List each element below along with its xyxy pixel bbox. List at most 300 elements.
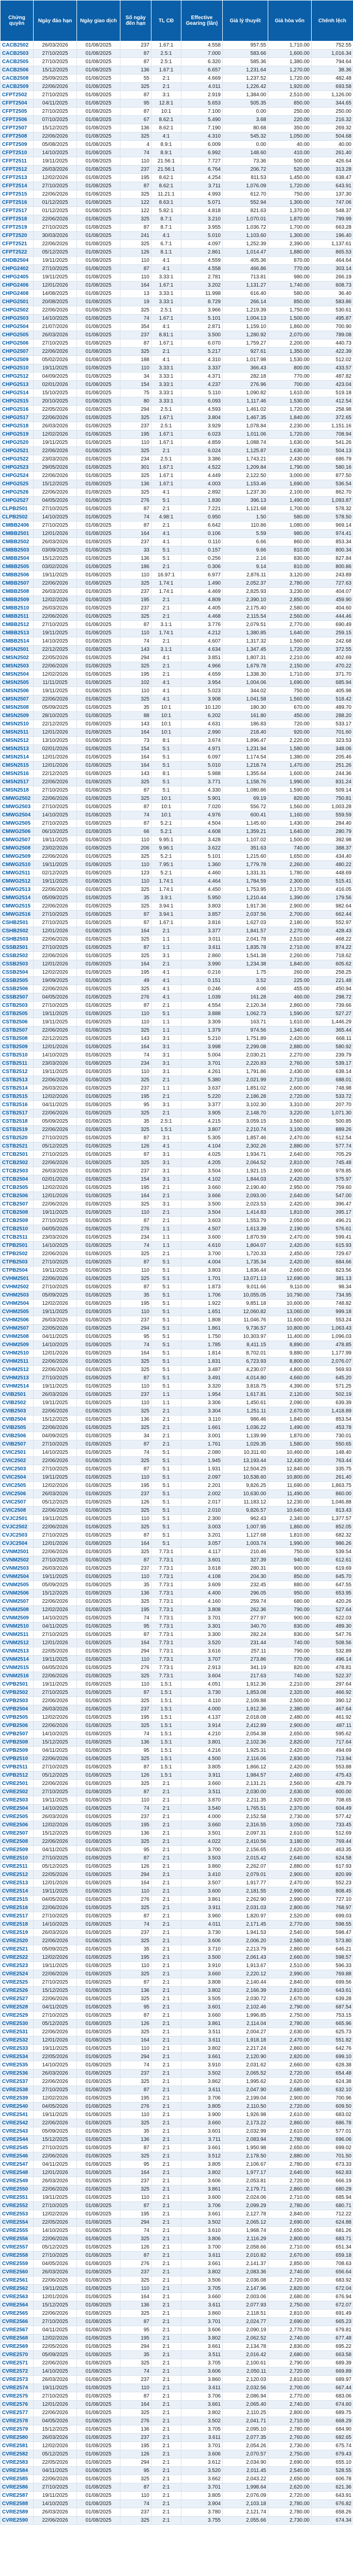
difference-cell: 800.86: [312, 563, 353, 571]
effective-gearing-cell: 2.300: [181, 1515, 223, 1523]
breakeven-price-cell: 2,670.00: [268, 1407, 312, 1416]
maturity-date-cell: 22/06/2026: [34, 1672, 77, 1680]
warrant-code-cell: CVRE2564: [1, 2301, 34, 2310]
maturity-date-cell: 14/10/2025: [34, 1449, 77, 1457]
theoretical-price-cell: 2,047.90: [223, 2086, 268, 2094]
effective-gearing-cell: 3.487: [181, 1366, 223, 1374]
breakeven-price-cell: 750.00: [268, 687, 312, 695]
maturity-date-cell: 02/01/2026: [34, 745, 77, 753]
breakeven-price-cell: 750.00: [268, 1548, 312, 1556]
trade-date-cell: 01/08/2025: [77, 1531, 120, 1540]
difference-cell: 313.28: [312, 166, 353, 174]
warrant-code-cell: CVRE2501: [1, 1780, 34, 1788]
theoretical-price-cell: 8,702.01: [223, 1349, 268, 1358]
maturity-date-cell: 04/05/2026: [34, 2260, 77, 2268]
trade-date-cell: 01/08/2025: [77, 257, 120, 265]
trade-date-cell: 01/08/2025: [77, 1821, 120, 1829]
warrant-code-cell: CVJC2503: [1, 1531, 34, 1540]
trade-date-cell: 01/08/2025: [77, 1714, 120, 1722]
effective-gearing-cell: 3.540: [181, 1805, 223, 1813]
difference-cell: 250.00: [312, 108, 353, 116]
trade-date-cell: 01/08/2025: [77, 1366, 120, 1374]
table-row: [1, 2003, 353, 2012]
effective-gearing-cell: 3.802: [181, 2268, 223, 2276]
difference-cell: 753.15: [312, 2012, 353, 2020]
trade-date-cell: 01/08/2025: [77, 637, 120, 646]
trade-date-cell: 01/08/2025: [77, 2202, 120, 2210]
difference-cell: 628.38: [312, 2061, 353, 2069]
conversion-ratio-cell: 5.2:1: [151, 853, 181, 861]
maturity-date-cell: 22/06/2026: [34, 1076, 77, 1084]
warrant-code-cell: CVHM2502: [1, 1283, 34, 1291]
table-row: [1, 1192, 353, 1200]
maturity-date-cell: 22/06/2026: [34, 1697, 77, 1705]
trade-date-cell: 01/08/2025: [77, 1879, 120, 1887]
table-row: [1, 2409, 353, 2417]
conversion-ratio-cell: 4:1: [151, 985, 181, 993]
theoretical-price-cell: 163.71: [223, 1018, 268, 1026]
days-to-maturity-cell: 276: [120, 2260, 151, 2268]
days-to-maturity-cell: 95: [120, 1622, 151, 1631]
conversion-ratio-cell: 5:1: [151, 786, 181, 795]
days-to-maturity-cell: 325: [120, 886, 151, 894]
days-to-maturity-cell: 325: [120, 613, 151, 621]
maturity-date-cell: 12/02/2026: [34, 969, 77, 977]
conversion-ratio-cell: 2:1: [151, 1424, 181, 1432]
trade-date-cell: 01/08/2025: [77, 2094, 120, 2103]
trade-date-cell: 01/08/2025: [77, 704, 120, 712]
table-row: [1, 2177, 353, 2185]
table-row: [1, 2069, 353, 2078]
warrant-code-cell: CSTB2509: [1, 1043, 34, 1051]
conversion-ratio-cell: 2:1: [151, 2268, 181, 2276]
breakeven-price-cell: 3,100.00: [268, 1126, 312, 1134]
days-to-maturity-cell: 110: [120, 571, 151, 579]
table-row: [1, 1813, 353, 1821]
conversion-ratio-cell: 5:1: [151, 1283, 181, 1291]
breakeven-price-cell: 1,590.00: [268, 1010, 312, 1018]
trade-date-cell: 01/08/2025: [77, 1771, 120, 1780]
breakeven-price-cell: 2,220.00: [268, 737, 312, 745]
trade-date-cell: 01/08/2025: [77, 1275, 120, 1283]
warrant-code-cell: CVRE2580: [1, 2434, 34, 2442]
table-row: [1, 2367, 353, 2376]
conversion-ratio-cell: 1:1: [151, 1233, 181, 1242]
difference-cell: 622.03: [312, 1614, 353, 1622]
warrant-code-cell: CVPB2503: [1, 1697, 34, 1705]
conversion-ratio-cell: 2:1: [151, 2384, 181, 2392]
difference-cell: 280.79: [312, 828, 353, 836]
maturity-date-cell: 27/10/2025: [34, 1531, 77, 1540]
breakeven-price-cell: 2,650.00: [268, 1730, 312, 1738]
conversion-ratio-cell: 5:1: [151, 1358, 181, 1366]
effective-gearing-cell: 3.802: [181, 1987, 223, 1995]
difference-cell: 734.95: [312, 1291, 353, 1300]
conversion-ratio-cell: 2:1: [151, 447, 181, 455]
days-to-maturity-cell: 195: [120, 2094, 151, 2103]
effective-gearing-cell: 3.502: [181, 2417, 223, 2425]
warrant-code-cell: CVRE2514: [1, 1887, 34, 1896]
difference-cell: 663.58: [312, 2351, 353, 2359]
days-to-maturity-cell: 87: [120, 1217, 151, 1225]
table-row: [1, 315, 353, 323]
days-to-maturity-cell: 87: [120, 108, 151, 116]
days-to-maturity-cell: 87: [120, 2318, 151, 2326]
trade-date-cell: 01/08/2025: [77, 1656, 120, 1664]
days-to-maturity-cell: 126: [120, 2243, 151, 2252]
days-to-maturity-cell: 110: [120, 1796, 151, 1805]
conversion-ratio-cell: 2:1: [151, 2161, 181, 2169]
difference-cell: 621.36: [312, 2483, 353, 2492]
days-to-maturity-cell: 110: [120, 861, 151, 869]
difference-cell: 284.40: [312, 820, 353, 828]
days-to-maturity-cell: 325: [120, 1838, 151, 1846]
maturity-date-cell: 19/11/2025: [34, 861, 77, 869]
effective-gearing-cell: 0.157: [181, 546, 223, 555]
conversion-ratio-cell: 8.7:1: [151, 215, 181, 224]
difference-cell: 645.20: [312, 1374, 353, 1382]
theoretical-price-cell: 466.86: [223, 265, 268, 273]
table-row: [1, 1548, 353, 1556]
theoretical-price-cell: 1,062.73: [223, 1010, 268, 1018]
warrant-code-cell: CMWG2502: [1, 795, 34, 803]
maturity-date-cell: 04/05/2026: [34, 2103, 77, 2111]
trade-date-cell: 01/08/2025: [77, 1060, 120, 1068]
days-to-maturity-cell: 95: [120, 2467, 151, 2475]
difference-cell: 699.10: [312, 2053, 353, 2061]
warrant-code-cell: CFPT2516: [1, 199, 34, 207]
effective-gearing-cell: 3.711: [181, 2136, 223, 2144]
days-to-maturity-cell: 35: [120, 2351, 151, 2359]
table-row: [1, 1267, 353, 1275]
effective-gearing-cell: 3.808: [181, 1606, 223, 1614]
days-to-maturity-cell: 143: [120, 646, 151, 654]
conversion-ratio-cell: 2:1: [151, 2500, 181, 2508]
conversion-ratio-cell: 7.73:1: [151, 1556, 181, 1565]
theoretical-price-cell: 2,116.06: [223, 1755, 268, 1763]
trade-date-cell: 01/08/2025: [77, 464, 120, 472]
difference-cell: 1,126.00: [312, 91, 353, 99]
difference-cell: 624.38: [312, 2078, 353, 2086]
effective-gearing-cell: 3.674: [181, 737, 223, 745]
warrant-code-cell: CFPT2509: [1, 141, 34, 149]
trade-date-cell: 01/08/2025: [77, 1565, 120, 1573]
theoretical-price-cell: 2,024.77: [223, 2318, 268, 2326]
effective-gearing-cell: 1.830: [181, 497, 223, 505]
maturity-date-cell: 19/11/2025: [34, 1887, 77, 1896]
effective-gearing-cell: 4.971: [181, 745, 223, 753]
table-row: [1, 1730, 353, 1738]
trade-date-cell: 01/08/2025: [77, 1018, 120, 1026]
trade-date-cell: 01/08/2025: [77, 149, 120, 157]
trade-date-cell: 01/08/2025: [77, 1300, 120, 1308]
days-to-maturity-cell: 74: [120, 2227, 151, 2235]
trade-date-cell: 01/08/2025: [77, 1680, 120, 1689]
conversion-ratio-cell: 10:1: [151, 712, 181, 720]
maturity-date-cell: 04/05/2026: [34, 1896, 77, 1904]
difference-cell: 672.04: [312, 2285, 353, 2293]
effective-gearing-cell: 5.010: [181, 762, 223, 770]
maturity-date-cell: 05/08/2025: [34, 141, 77, 149]
maturity-date-cell: 05/09/2025: [34, 2127, 77, 2136]
days-to-maturity-cell: 73: [120, 737, 151, 745]
conversion-ratio-cell: 3.9:1: [151, 894, 181, 902]
conversion-ratio-cell: 2:1: [151, 1076, 181, 1084]
days-to-maturity-cell: 325: [120, 1904, 151, 1912]
days-to-maturity-cell: 325: [120, 2517, 151, 2525]
theoretical-price-cell: 1,017.98: [223, 356, 268, 364]
maturity-date-cell: 27/10/2025: [34, 108, 77, 116]
conversion-ratio-cell: 2:1: [151, 2483, 181, 2492]
maturity-date-cell: 19/11/2025: [34, 2492, 77, 2500]
difference-cell: 259.15: [312, 629, 353, 637]
warrant-code-cell: CFPT2502: [1, 91, 34, 99]
table-row: [1, 530, 353, 538]
effective-gearing-cell: 3.701: [181, 1614, 223, 1622]
maturity-date-cell: 26/03/2026: [34, 2268, 77, 2276]
maturity-date-cell: 22/06/2026: [34, 1358, 77, 1366]
theoretical-price-cell: 2,030.00: [223, 1788, 268, 1796]
table-row: [1, 770, 353, 778]
maturity-date-cell: 05/12/2025: [34, 2243, 77, 2252]
maturity-date-cell: 04/11/2025: [34, 1622, 77, 1631]
trade-date-cell: 01/08/2025: [77, 844, 120, 853]
table-row: [1, 563, 353, 571]
trade-date-cell: 01/08/2025: [77, 720, 120, 728]
theoretical-price-cell: 1,950.98: [223, 2144, 268, 2152]
days-to-maturity-cell: 35: [120, 1118, 151, 1126]
days-to-maturity-cell: 136: [120, 1416, 151, 1424]
days-to-maturity-cell: 237: [120, 588, 151, 596]
breakeven-price-cell: 2,730.00: [268, 2517, 312, 2525]
warrant-code-cell: CVRE2526: [1, 1987, 34, 1995]
difference-cell: 654.48: [312, 2069, 353, 2078]
difference-cell: 669.89: [312, 2367, 353, 2376]
theoretical-price-cell: 1,090.82: [223, 389, 268, 397]
effective-gearing-cell: 4.011: [181, 1920, 223, 1929]
warrant-code-cell: CVHM2514: [1, 1382, 34, 1391]
maturity-date-cell: 05/09/2025: [34, 2351, 77, 2359]
breakeven-price-cell: 2,540.00: [268, 2467, 312, 2475]
theoretical-price-cell: 2,065.40: [223, 2401, 268, 2409]
conversion-ratio-cell: 2:1: [151, 2119, 181, 2127]
conversion-ratio-cell: 3.33:1: [151, 273, 181, 281]
warrant-code-cell: CVHM2512: [1, 1366, 34, 1374]
conversion-ratio-cell: 2:1: [151, 2218, 181, 2227]
trade-date-cell: 01/08/2025: [77, 430, 120, 439]
breakeven-price-cell: 1,700.00: [268, 224, 312, 232]
difference-cell: 1,863.75: [312, 1482, 353, 1490]
conversion-ratio-cell: 2:1: [151, 2020, 181, 2028]
maturity-date-cell: 22/06/2026: [34, 1598, 77, 1606]
trade-date-cell: 01/08/2025: [77, 2425, 120, 2434]
effective-gearing-cell: 3.660: [181, 2293, 223, 2301]
breakeven-price-cell: 4,390.00: [268, 1382, 312, 1391]
warrant-code-cell: CMSN2507: [1, 695, 34, 704]
trade-date-cell: 01/08/2025: [77, 1788, 120, 1796]
table-row: [1, 323, 353, 331]
breakeven-price-cell: 1,500.00: [268, 836, 312, 844]
difference-cell: 547.00: [312, 1192, 353, 1200]
warrant-code-cell: CVRE2538: [1, 2086, 34, 2094]
effective-gearing-cell: 8.729: [181, 298, 223, 306]
trade-date-cell: 01/08/2025: [77, 1705, 120, 1714]
days-to-maturity-cell: 136: [120, 1738, 151, 1747]
trade-date-cell: 01/08/2025: [77, 1515, 120, 1523]
theoretical-price-cell: 962.43: [223, 1515, 268, 1523]
trade-date-cell: 01/08/2025: [77, 1614, 120, 1622]
difference-cell: 298.72: [312, 993, 353, 1002]
maturity-date-cell: 27/10/2025: [34, 2483, 77, 2492]
maturity-date-cell: 05/12/2025: [34, 2450, 77, 2459]
trade-date-cell: 01/08/2025: [77, 1540, 120, 1548]
days-to-maturity-cell: 195: [120, 2334, 151, 2343]
warrant-code-cell: CTCB2506: [1, 1192, 34, 1200]
effective-gearing-cell: 2.017: [181, 1498, 223, 1507]
days-to-maturity-cell: 164: [120, 1639, 151, 1647]
effective-gearing-cell: 3.706: [181, 2392, 223, 2401]
conversion-ratio-cell: 3:1: [151, 952, 181, 960]
days-to-maturity-cell: 102: [120, 679, 151, 687]
effective-gearing-cell: 3.803: [181, 902, 223, 911]
conversion-ratio-cell: 3:1: [151, 1068, 181, 1076]
maturity-date-cell: 22/06/2026: [34, 902, 77, 911]
difference-cell: 496.14: [312, 1656, 353, 1664]
table-row: [1, 1747, 353, 1755]
days-to-maturity-cell: 13: [120, 290, 151, 298]
maturity-date-cell: 22/06/2026: [34, 886, 77, 894]
maturity-date-cell: 12/01/2026: [34, 1349, 77, 1358]
warrant-code-cell: CMWG2503: [1, 803, 34, 811]
conversion-ratio-cell: 4:1: [151, 538, 181, 546]
conversion-ratio-cell: 4:1: [151, 257, 181, 265]
days-to-maturity-cell: 110: [120, 1068, 151, 1076]
theoretical-price-cell: 1,820.97: [223, 1912, 268, 1920]
table-row: [1, 1498, 353, 1507]
effective-gearing-cell: 3.706: [181, 2094, 223, 2103]
theoretical-price-cell: 1,617.81: [223, 1391, 268, 1399]
theoretical-price-cell: 1,912.36: [223, 1705, 268, 1714]
theoretical-price-cell: 1,751.89: [223, 1035, 268, 1043]
theoretical-price-cell: 545.32: [223, 132, 268, 141]
theoretical-price-cell: 2,054.26: [223, 2442, 268, 2450]
warrant-code-cell: CSTB2511: [1, 1060, 34, 1068]
difference-cell: 266.19: [312, 273, 353, 281]
breakeven-price-cell: 410.00: [268, 149, 312, 157]
days-to-maturity-cell: 237: [120, 1813, 151, 1821]
theoretical-price-cell: 1,613.39: [223, 1225, 268, 1233]
days-to-maturity-cell: 35: [120, 1945, 151, 1954]
difference-cell: 874.22: [312, 944, 353, 952]
theoretical-price-cell: 2,302.26: [223, 1142, 268, 1151]
effective-gearing-cell: 4.102: [181, 1175, 223, 1184]
difference-cell: 625.73: [312, 2028, 353, 2036]
maturity-date-cell: 12/02/2026: [34, 1184, 77, 1192]
difference-cell: 729.67: [312, 1250, 353, 1258]
conversion-ratio-cell: 2:1: [151, 1805, 181, 1813]
trade-date-cell: 01/08/2025: [77, 1233, 120, 1242]
trade-date-cell: 01/08/2025: [77, 1159, 120, 1167]
conversion-ratio-cell: 3.33:1: [151, 397, 181, 406]
warrant-code-cell: CSTB2516: [1, 1101, 34, 1109]
trade-date-cell: 01/08/2025: [77, 1738, 120, 1747]
table-row: [1, 1540, 353, 1548]
effective-gearing-cell: 5.010: [181, 232, 223, 240]
breakeven-price-cell: 2,750.00: [268, 2450, 312, 2459]
trade-date-cell: 01/08/2025: [77, 414, 120, 422]
maturity-date-cell: 04/09/2025: [34, 373, 77, 381]
warrant-code-cell: CVRE2525: [1, 1978, 34, 1987]
conversion-ratio-cell: 10:1: [151, 704, 181, 712]
trade-date-cell: 01/08/2025: [77, 2467, 120, 2475]
breakeven-price-cell: 820.00: [268, 1664, 312, 1672]
maturity-date-cell: 27/10/2025: [34, 1912, 77, 1920]
warrant-code-cell: CVPB2501: [1, 1680, 34, 1689]
warrant-code-cell: CSSB2501: [1, 944, 34, 952]
conversion-ratio-cell: 2:1: [151, 2434, 181, 2442]
breakeven-price-cell: 1,580.00: [268, 745, 312, 753]
difference-cell: 297.64: [312, 1680, 353, 1689]
breakeven-price-cell: 2,760.00: [268, 2434, 312, 2442]
days-to-maturity-cell: 195: [120, 671, 151, 679]
conversion-ratio-cell: 2:1: [151, 2492, 181, 2500]
table-row: [1, 513, 353, 522]
difference-cell: 258.25: [312, 969, 353, 977]
warrant-code-cell: CMSN2508: [1, 704, 34, 712]
conversion-ratio-cell: 1:1: [151, 1391, 181, 1399]
warrant-code-cell: CTCB2502: [1, 1159, 34, 1167]
maturity-date-cell: 22/06/2026: [34, 488, 77, 497]
trade-date-cell: 01/08/2025: [77, 2045, 120, 2053]
effective-gearing-cell: 3.805: [181, 2492, 223, 2500]
trade-date-cell: 01/08/2025: [77, 2417, 120, 2425]
difference-cell: 689.75: [312, 2409, 353, 2417]
days-to-maturity-cell: 110: [120, 1209, 151, 1217]
conversion-ratio-cell: 2:1: [151, 2094, 181, 2103]
breakeven-price-cell: 1,640.00: [268, 629, 312, 637]
difference-cell: 466.92: [312, 1689, 353, 1697]
table-row: [1, 364, 353, 373]
warrant-code-cell: CSHB2501: [1, 919, 34, 927]
warrant-code-cell: CVRE2535: [1, 2061, 34, 2069]
table-row: [1, 2028, 353, 2036]
conversion-ratio-cell: 5:1: [151, 753, 181, 762]
table-row: [1, 1871, 353, 1879]
conversion-ratio-cell: 1.5:1: [151, 1126, 181, 1134]
trade-date-cell: 01/08/2025: [77, 2161, 120, 2169]
maturity-date-cell: 19/11/2025: [34, 1399, 77, 1407]
warrant-code-cell: CSTB2503: [1, 1002, 34, 1010]
table-row: [1, 993, 353, 1002]
table-row: [1, 41, 353, 50]
difference-cell: 428.79: [312, 1780, 353, 1788]
theoretical-price-cell: 1,107.02: [223, 836, 268, 844]
trade-date-cell: 01/08/2025: [77, 1035, 120, 1043]
difference-cell: 718.62: [312, 952, 353, 960]
trade-date-cell: 01/08/2025: [77, 75, 120, 83]
effective-gearing-cell: 3.660: [181, 1780, 223, 1788]
trade-date-cell: 01/08/2025: [77, 1639, 120, 1647]
conversion-ratio-cell: 5:1: [151, 1507, 181, 1515]
warrant-code-cell: CHPG2504: [1, 323, 34, 331]
table-row: [1, 348, 353, 356]
effective-gearing-cell: 4.554: [181, 1002, 223, 1010]
conversion-ratio-cell: 3:1: [151, 1101, 181, 1109]
table-row: [1, 1838, 353, 1846]
conversion-ratio-cell: 8.62:1: [151, 174, 181, 182]
days-to-maturity-cell: 110: [120, 2492, 151, 2500]
warrant-code-cell: CVNM2513: [1, 1647, 34, 1656]
